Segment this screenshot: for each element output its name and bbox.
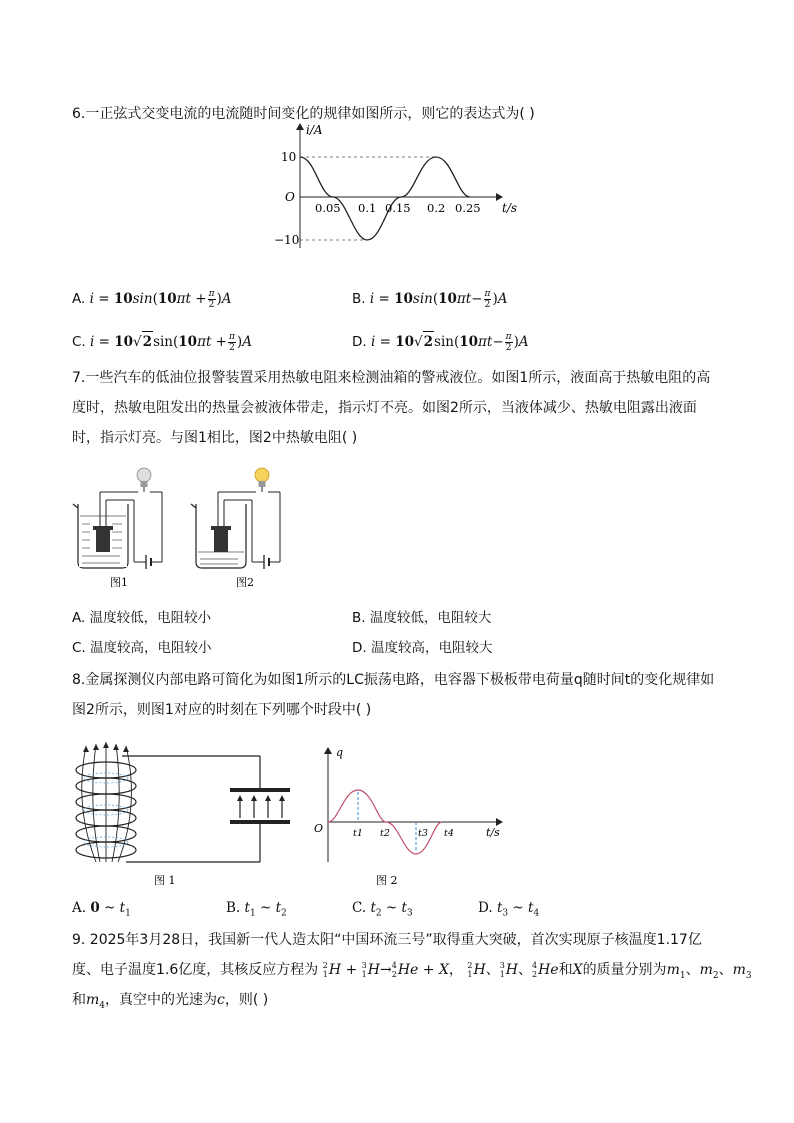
q6-option-b[interactable]: B. i = 10sin(10πt− $\frac{\pi}{2}$ )A — [352, 289, 508, 310]
q8-line-2: 图2所示，则图1对应的时刻在下列哪个时段中( ) — [72, 702, 372, 718]
q7-line-2: 度时，热敏电阻发出的热量会被液体带走，指示灯不亮。如图2所示，当液体减少、热敏电阻露出液面 — [72, 400, 697, 416]
q7-option-d[interactable]: D. 温度较高，电阻较大 — [352, 640, 493, 656]
q6-xtick: 0.1 — [358, 201, 377, 215]
q8-option-b[interactable]: B. $t_1$ ~ $t_2$ — [226, 900, 287, 919]
q8-tick-t1: t1 — [353, 828, 363, 839]
q8-ylabel: q — [336, 746, 344, 759]
bulb-on-icon — [255, 468, 269, 492]
q6-sine-curve — [300, 157, 470, 240]
q7-option-c[interactable]: C. 温度较高，电阻较小 — [72, 640, 212, 656]
q6-ylabel: i/A — [306, 123, 323, 137]
q8-lc-circuit — [64, 736, 304, 886]
q6-xtick: 0.05 — [315, 201, 341, 215]
q7-thermistor-2 — [214, 528, 228, 552]
q8-fig2-label: 图 2 — [376, 874, 398, 886]
q9-line-1: 9. 2025年3月28日，我国新一代人造太阳“中国环流三号”取得重大突破，首次实现原子核温度1.17亿 — [72, 932, 702, 948]
q8-option-a[interactable]: A. 0 ~ $t_1$ — [72, 900, 131, 919]
q8-option-c[interactable]: C. $t_2$ ~ $t_3$ — [352, 900, 413, 919]
q7-thermistor-1 — [96, 528, 110, 552]
q6-option-d[interactable]: D. i = 10√2sin(10πt− $\frac{\pi}{2}$ )A — [352, 332, 529, 353]
q8-charge-graph — [306, 736, 516, 886]
q7-figure-1 — [73, 468, 162, 569]
q8-tick-t2: t2 — [380, 828, 390, 839]
q8-origin: O — [314, 822, 324, 835]
q6-stem: 6.一正弦式交变电流的电流随时间变化的规律如图所示，则它的表达式为( ) — [72, 106, 535, 122]
q6-origin: O — [285, 190, 295, 204]
q6-current-graph — [270, 118, 530, 248]
q7-line-3: 时，指示灯亮。与图1相比，图2中热敏电阻( ) — [72, 430, 358, 446]
q8-fig1-label: 图 1 — [154, 874, 176, 886]
q6-xtick: 0.25 — [455, 201, 481, 215]
q7-figures — [70, 464, 300, 590]
q8-xlabel: t/s — [486, 826, 500, 839]
q7-figure-2 — [191, 468, 280, 569]
q9-reaction-equation: 2 1 H + 3 1 H→ 4 2 He + X， 2 1 H、 3 1 H、 4 2 He和X的质量分别为$m_1$、$m_2$、$m_3$ — [322, 961, 752, 981]
q8-tick-t3: t3 — [418, 828, 428, 839]
q9-line-3: 和$m_4$，真空中的光速为c，则( ) — [72, 992, 269, 1011]
q6-option-a[interactable]: A. i = 10sin(10πt + $\frac{\pi}{2}$ )A — [72, 289, 232, 310]
q8-tick-t4: t4 — [444, 828, 454, 839]
q7-option-b[interactable]: B. 温度较低，电阻较大 — [352, 610, 492, 626]
q6-tick-neg10: −10 — [274, 233, 300, 247]
q6-option-c[interactable]: C. i = 10√2sin(10πt + $\frac{\pi}{2}$ )A — [72, 332, 252, 353]
q9-line-2: 度、电子温度1.6亿度，其核反应方程为 2 1 H + 3 1 H→ 4 2 He + X， 2 1 H、 3 1 H、 4 2 He和X的质量分别为$m_1$、$m_2$、$m_3$ — [72, 961, 752, 981]
q6-xtick: 0.15 — [385, 201, 411, 215]
q8-capacitor-top-plate — [230, 788, 290, 792]
q6-xlabel: t/s — [502, 201, 518, 215]
q6-tick-10: 10 — [281, 150, 297, 164]
q7-line-1: 7.一些汽车的低油位报警装置采用热敏电阻来检测油箱的警戒液位。如图1所示，液面高于热敏电阻的高 — [72, 370, 711, 386]
q6-xtick: 0.2 — [427, 201, 446, 215]
bulb-off-icon — [137, 468, 151, 492]
q7-fig1-label: 图1 — [110, 576, 128, 589]
q8-option-d[interactable]: D. $t_3$ ~ $t_4$ — [478, 900, 540, 919]
q8-capacitor-bottom-plate — [230, 820, 290, 824]
q8-line-1: 8.金属探测仪内部电路可简化为如图1所示的LC振荡电路，电容器下极板带电荷量q随时间t的变化规律如 — [72, 672, 715, 688]
q7-fig2-label: 图2 — [236, 576, 254, 589]
q7-option-a[interactable]: A. 温度较低，电阻较小 — [72, 610, 212, 626]
